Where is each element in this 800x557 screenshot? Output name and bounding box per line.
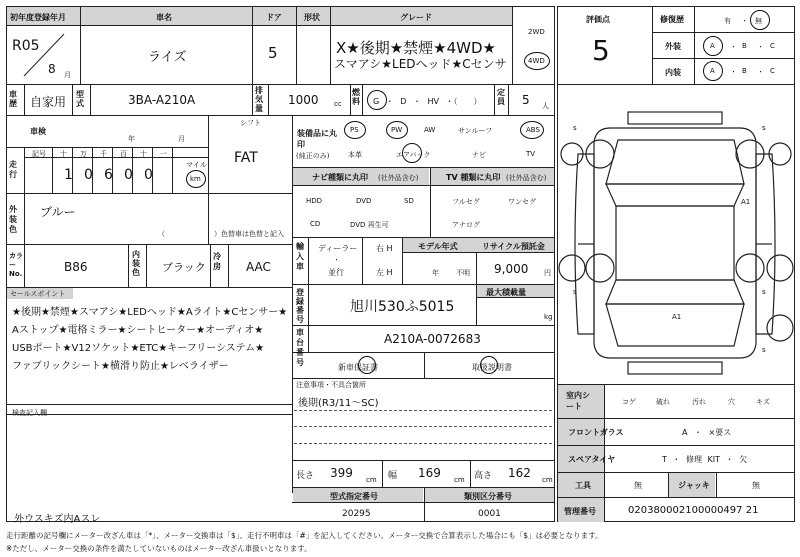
type-no-label: 型式指定番号 (330, 492, 378, 501)
mileage-digit-0: 1 (64, 167, 73, 183)
jack-label: ジャッキ (678, 481, 710, 490)
seat-koge: コゲ (622, 398, 636, 406)
tools-value: 無 (634, 481, 642, 490)
interior-dot2: ・ (757, 68, 764, 76)
type-no-value: 20295 (342, 509, 371, 519)
seat-kizu: キズ (756, 398, 770, 406)
mileage-unit-3: 百 (120, 150, 127, 158)
navi-label: ナビ種類に丸印 (312, 173, 368, 182)
navi-dvd-play: DVD 再生可 (350, 221, 389, 229)
dims-wid-unit: cm (454, 476, 465, 484)
dims-len-unit: cm (366, 476, 377, 484)
equipment-label: 装備品に丸印 (297, 129, 337, 149)
first-reg-month-unit: 月 (64, 71, 71, 79)
fuel-options: G ・ D ・ HV ・（ ） (373, 97, 482, 106)
sales-point-line: USBポート★V12ソケット★ETC★キーフリーシステム★ (12, 343, 265, 354)
first-reg-era: R05 (12, 38, 40, 54)
mgmt-label: 管理番号 (564, 507, 596, 516)
exterior-label: 外装 (665, 42, 681, 51)
capacity-unit: 人 (542, 102, 549, 110)
interior-a: A (710, 67, 715, 75)
score-label: 評価点 (586, 15, 610, 24)
drive-2wd: 2WD (528, 28, 545, 36)
spare-value: T ・ 修理 KIT ・ 欠 (662, 455, 748, 464)
shift-label: シフト (240, 119, 261, 127)
damage-a1-front: A1 (741, 198, 751, 206)
interior-c: C (770, 67, 775, 75)
inspector-value: 外ウスキズ内Aスレ (14, 514, 101, 525)
doc-manual: 取扱説明書 (472, 363, 512, 372)
damage-a1-rear: A1 (672, 313, 682, 321)
mileage-mile: マイル (186, 161, 207, 169)
sales-point-line: ファブリックシート★横滑り防止★レベライザー (12, 361, 229, 372)
color-label: 外装色 (9, 205, 17, 234)
grade-line1: X★後期★禁煙★4WD★ (336, 39, 496, 57)
tv-sub: (社外品含む) (506, 174, 547, 182)
dims-wid-label: 幅 (388, 471, 398, 481)
seat-yogore: 汚れ (692, 398, 706, 406)
recycle-value: 9,000 (494, 262, 529, 276)
footer-line2: ※ただし、メーター交換の条件を満たしていないものはメーター改ざん車扱いとなります。 (6, 544, 312, 553)
import-dot: ・ (333, 256, 340, 264)
equip-navi: ナビ (472, 151, 486, 159)
glass-value: A ・ ×要ス (682, 428, 732, 437)
mileage-unit-2: 千 (100, 150, 107, 158)
tire-spare-mark: s (762, 346, 766, 354)
navi-sub: (社外品含む) (378, 174, 419, 182)
inspection-label: 車検 (30, 127, 46, 136)
equip-leather: 本革 (348, 151, 362, 159)
car-name-label: 車名 (156, 13, 172, 22)
tools-label: 工具 (575, 481, 591, 490)
class-no-label: 類別区分番号 (464, 492, 512, 501)
int-color-value: ブラック (162, 261, 206, 274)
color-no-value: B86 (64, 260, 88, 274)
notes-label: 注意事項・不具合箇所 (296, 381, 366, 389)
grade-label: グレード (400, 13, 432, 22)
displacement-value: 1000 (288, 93, 319, 107)
mileage-unit-1: 万 (80, 150, 87, 158)
equip-aw: AW (424, 126, 436, 134)
drive-4wd: 4WD (528, 57, 545, 65)
tv-fullseg: フルセグ (452, 198, 480, 206)
interior-label: 内装 (665, 68, 681, 77)
inspection-month: 月 (178, 135, 185, 143)
navi-dvd: DVD (356, 197, 372, 205)
max-load-unit: kg (544, 313, 553, 321)
jack-value: 無 (752, 481, 760, 490)
import-lh: 左 H (376, 268, 393, 277)
dims-hgt-label: 高さ (474, 471, 493, 481)
repair-yes: 有 (724, 17, 731, 25)
shape-label: 形状 (304, 13, 320, 22)
mileage-digit-1: 0 (84, 167, 93, 183)
class-no-value: 0001 (478, 509, 501, 519)
seat-label: 室内シート (566, 391, 590, 411)
score-value: 5 (592, 34, 610, 67)
mgmt-value: 020380002100000497 21 (628, 505, 759, 516)
equipment-sub: (純正のみ) (296, 152, 330, 160)
seat-yabure: 破れ (656, 398, 670, 406)
recycle-unit: 円 (544, 269, 551, 277)
equip-sunroof: サンルーフ (458, 127, 493, 135)
door-value: 5 (268, 44, 278, 62)
inspection-year: 年 (128, 135, 135, 143)
capacity-value: 5 (522, 93, 530, 107)
equip-ps: PS (350, 126, 359, 134)
repair-dot: ・ (741, 17, 748, 25)
notes-value: 後期(R3/11〜SC) (298, 398, 379, 409)
mileage-digit-4: 0 (144, 167, 153, 183)
mileage-km: km (190, 175, 201, 183)
displacement-unit: cc (334, 100, 342, 108)
seat-ana: 穴 (728, 398, 735, 406)
navi-cd: CD (310, 220, 321, 228)
model-year-unknown: 不明 (456, 269, 470, 277)
chassis-label: 車台番号 (296, 328, 304, 367)
import-rh: 右 H (376, 244, 393, 253)
exterior-dot2: ・ (757, 43, 764, 51)
dims-len: 399 (330, 466, 353, 480)
ac-label: 冷房 (213, 252, 221, 271)
tire-fl-mark: s (573, 124, 577, 132)
fuel-label: 燃料 (352, 88, 360, 106)
repair-label: 修復歴 (660, 15, 684, 24)
first-reg-label: 初年度登録年月 (10, 13, 66, 22)
sales-point-line: ★後期★禁煙★スマアシ★LEDヘッド★Aライト★Cセンサー★ (12, 307, 288, 318)
tire-rl-mark: s (573, 288, 577, 296)
mileage-unit-5: 一 (160, 150, 167, 158)
import-label: 輸入車 (296, 242, 304, 271)
exterior-a: A (710, 42, 715, 50)
tv-analog: アナログ (452, 221, 480, 229)
displacement-label: 排気量 (255, 86, 263, 113)
dims-hgt: 162 (508, 466, 531, 480)
footer-line1: 走行距離の記号欄にメーター改ざん車は「*」、メーター交換車は「$」、走行不明車は「#」を記入してください。メーター交換で合算表示した場合にも「$」は必要となります。 (6, 531, 603, 540)
import-parallel: 並行 (328, 268, 344, 277)
equip-abs: ABS (526, 126, 540, 134)
navi-sd: SD (404, 197, 414, 205)
color-value: ブルー (40, 205, 76, 219)
tv-oneseg: ワンセグ (508, 198, 536, 206)
dims-len-label: 長さ (296, 471, 315, 481)
door-label: ドア (266, 13, 282, 22)
model-value: 3BA-A210A (128, 93, 196, 107)
reg-no-label: 登録番号 (296, 288, 304, 324)
color-no-label: カラーNo. (9, 252, 23, 278)
car-damage-diagram (558, 108, 794, 378)
import-dealer: ディーラー (318, 244, 358, 253)
exterior-dot1: ・ (730, 43, 737, 51)
navi-hdd: HDD (306, 197, 323, 205)
sales-point-line: Aストップ★電格ミラー★シートヒーター★オーディオ★ (12, 325, 264, 336)
first-reg-month: 8 (48, 62, 56, 76)
repair-no: 無 (755, 17, 762, 25)
shift-value: FAT (234, 150, 258, 166)
tv-label: TV 種類に丸印 (446, 173, 501, 182)
interior-b: B (742, 67, 747, 75)
doc-warranty: 新車保証書 (338, 363, 378, 372)
color-note: （ ）色替車は色替と記入 (158, 230, 284, 238)
equip-airbag: エアバック (396, 151, 431, 159)
spare-label: スペアタイヤ (568, 455, 616, 464)
ac-value: AAC (246, 260, 271, 274)
exterior-b: B (742, 42, 747, 50)
max-load-label: 最大積載量 (486, 288, 526, 297)
model-year-label: モデル年式 (418, 242, 458, 251)
dims-wid: 169 (418, 466, 441, 480)
model-label: 型式 (76, 90, 84, 108)
dims-hgt-unit: cm (542, 476, 553, 484)
model-year-year: 年 (432, 269, 439, 277)
recycle-label: リサイクル預託金 (482, 242, 545, 251)
equip-pw: PW (391, 126, 403, 134)
first-reg-slash (20, 30, 70, 80)
mileage-unit-0: 十 (60, 150, 67, 158)
capacity-label: 定員 (497, 88, 505, 106)
mileage-label: 走行 (9, 160, 17, 179)
exterior-c: C (770, 42, 775, 50)
inspector-label: 検査記入欄 (12, 409, 47, 417)
equip-tv: TV (526, 150, 536, 158)
sales-points-label: セールスポイント (10, 290, 66, 298)
car-name-value: ライズ (148, 50, 187, 65)
tire-fr-mark: s (762, 124, 766, 132)
reg-no-value: 旭川530ふ5015 (350, 299, 455, 315)
usage-label: 車歴 (9, 90, 17, 108)
tire-rr-mark: s (762, 288, 766, 296)
mileage-digit-2: 6 (104, 167, 113, 183)
mileage-unit-4: 十 (140, 150, 147, 158)
usage-value: 自家用 (30, 95, 67, 109)
interior-dot1: ・ (730, 68, 737, 76)
mileage-digit-3: 0 (124, 167, 133, 183)
glass-label: フロントガラス (568, 428, 624, 437)
grade-line2: スマアシ★LEDヘッド★Cセンサ (334, 57, 507, 71)
int-color-label: 内装色 (132, 250, 140, 277)
mileage-kigou: 記号 (32, 150, 46, 158)
chassis-value: A210A-0072683 (384, 332, 481, 346)
